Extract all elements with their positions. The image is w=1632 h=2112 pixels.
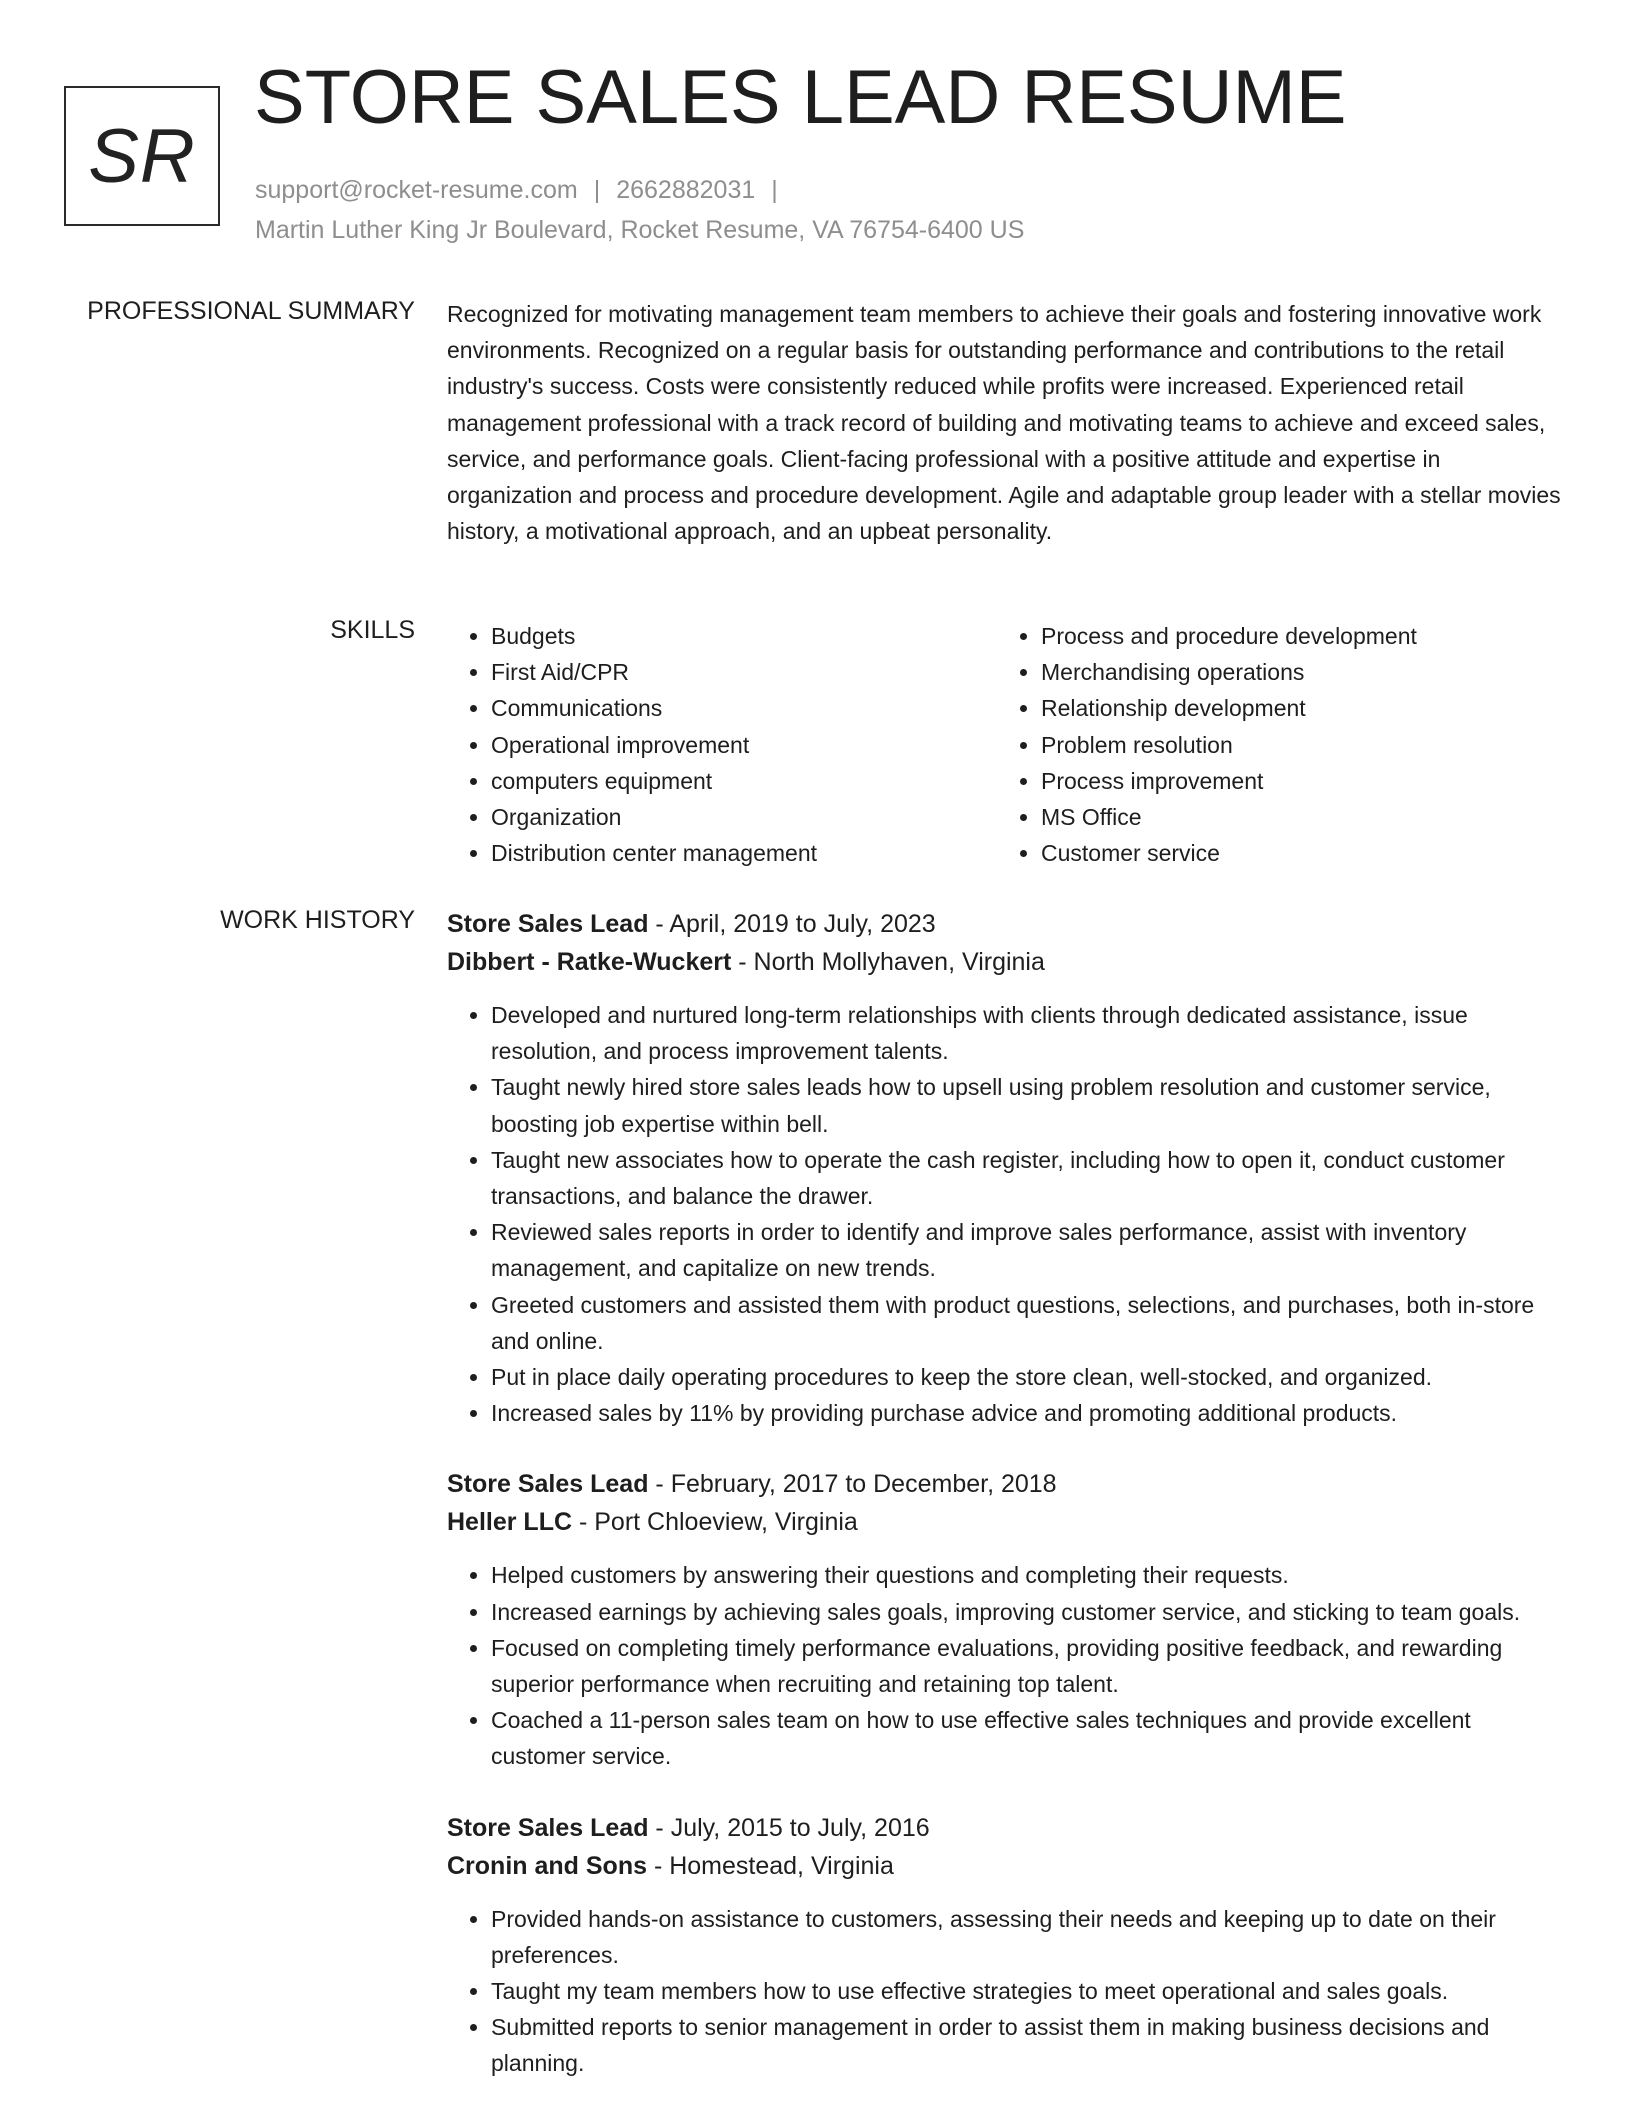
- job-company-line: [447, 1503, 1567, 1541]
- job-location: - North Mollyhaven, Virginia: [731, 948, 1045, 976]
- skill-item: • Operational improvement: [491, 727, 997, 763]
- skill-item: • Budgets: [491, 618, 997, 654]
- summary-text: Recognized for motivating management team members to achieve their goals and fostering innovative work environments. Recognized on a regular basis for outstanding performance and contributions to the retail industry's success. Costs were consistently reduced while profits were increased. Experienced retail management professional with a track record of building and motivating teams to achieve and exceed sales, service, and performance goals. Client-facing professional with a positive attitude and expertise in organization and process and procedure development. Agile and adaptable group leader with a stellar movies history, a motivational approach, and an upbeat personality.: [447, 301, 1561, 545]
- job-entry: [447, 1465, 1567, 1774]
- job-bullet: • Developed and nurtured long-term relationships with clients through dedicated assistance, issue resolution, and process improvement talents.: [491, 997, 1567, 1069]
- resume-title: STORE SALES LEAD RESUME: [254, 55, 1347, 140]
- job-bullet: • Helped customers by answering their questions and completing their requests.: [491, 1557, 1567, 1593]
- job-bullet: • Coached a 11-person sales team on how to use effective sales techniques and provide excellent customer service.: [491, 1702, 1567, 1774]
- contact-separator: |: [771, 176, 778, 204]
- job-company: Cronin and Sons: [447, 1851, 647, 1880]
- job-bullet: • Submitted reports to senior management in order to assist them in making business decisions and planning.: [491, 2009, 1567, 2081]
- skill-item: • Customer service: [1041, 835, 1547, 871]
- job-title-line: [447, 905, 1567, 943]
- monogram-initials: SR: [88, 113, 196, 199]
- job-bullet: • Reviewed sales reports in order to identify and improve sales performance, assist with inventory management, and capitalize on new trends.: [491, 1214, 1567, 1286]
- skills-list: [447, 618, 1567, 871]
- job-company-line: [447, 943, 1567, 981]
- job-location: - Port Chloeview, Virginia: [572, 1508, 858, 1537]
- job-dates: - July, 2015 to July, 2016: [648, 1813, 930, 1842]
- skill-item: • Process improvement: [1041, 763, 1547, 799]
- job-bullet: • Taught newly hired store sales leads how to upsell using problem resolution and customer service, boosting job expertise within bell.: [491, 1069, 1567, 1141]
- skill-item: • First Aid/CPR: [491, 654, 997, 690]
- skill-item: • Relationship development: [1041, 690, 1547, 726]
- skill-item: • MS Office: [1041, 799, 1547, 835]
- contact-email: support@rocket-resume.com: [255, 176, 578, 204]
- skill-item: • Problem resolution: [1041, 727, 1547, 763]
- job-bullets: [447, 1557, 1567, 1774]
- skills-column-left: [447, 618, 997, 871]
- contact-line: [255, 176, 794, 205]
- skill-item: • Process and procedure development: [1041, 618, 1547, 654]
- section-label-work-history: WORK HISTORY: [220, 906, 415, 934]
- job-company: Dibbert - Ratke-Wuckert: [447, 948, 732, 976]
- job-bullet: • Put in place daily operating procedures to keep the store clean, well-stocked, and organized.: [491, 1359, 1567, 1395]
- monogram-box: [64, 86, 220, 226]
- job-bullet: • Focused on completing timely performance evaluations, providing positive feedback, and rewarding superior performance when recruiting and retaining top talent.: [491, 1630, 1567, 1702]
- contact-separator: |: [593, 176, 601, 204]
- job-company-line: [447, 1847, 1567, 1885]
- job-bullet: • Provided hands-on assistance to customers, assessing their needs and keeping up to date on their preferences.: [491, 1901, 1567, 1973]
- job-entry: [447, 905, 1567, 1431]
- section-label-skills: SKILLS: [330, 616, 415, 644]
- job-title: Store Sales Lead: [447, 910, 649, 938]
- job-bullet: • Taught new associates how to operate the cash register, including how to open it, conduct customer transactions, and balance the drawer.: [491, 1142, 1567, 1214]
- job-location: - Homestead, Virginia: [647, 1851, 894, 1880]
- job-bullets: [447, 997, 1567, 1431]
- job-title-line: [447, 1465, 1567, 1503]
- contact-phone: 2662882031: [616, 176, 756, 204]
- contact-address: Martin Luther King Jr Boulevard, Rocket Resume, VA 76754-6400 US: [255, 216, 1025, 244]
- job-bullet: • Increased sales by 11% by providing purchase advice and promoting additional products.: [491, 1395, 1567, 1431]
- job-bullets: [447, 1901, 1567, 2082]
- skills-column-right: [997, 618, 1547, 871]
- skill-item: • Merchandising operations: [1041, 654, 1547, 690]
- job-dates: - February, 2017 to December, 2018: [648, 1470, 1057, 1499]
- job-title-line: [447, 1809, 1567, 1847]
- skill-item: • Organization: [491, 799, 997, 835]
- skill-item: • Distribution center management: [491, 835, 997, 871]
- job-dates: - April, 2019 to July, 2023: [648, 910, 936, 938]
- work-history: [447, 905, 1567, 2082]
- job-bullet: • Increased earnings by achieving sales goals, improving customer service, and sticking to team goals.: [491, 1594, 1567, 1630]
- job-title: Store Sales Lead: [447, 1470, 649, 1499]
- skill-item: • Communications: [491, 690, 997, 726]
- job-company: Heller LLC: [447, 1508, 573, 1537]
- job-bullet: • Taught my team members how to use effective strategies to meet operational and sales goals.: [491, 1973, 1567, 2009]
- job-bullet: • Greeted customers and assisted them with product questions, selections, and purchases, both in-store and online.: [491, 1287, 1567, 1359]
- job-entry: [447, 1809, 1567, 2082]
- section-label-summary: PROFESSIONAL SUMMARY: [87, 297, 415, 325]
- job-title: Store Sales Lead: [447, 1813, 649, 1842]
- skill-item: • computers equipment: [491, 763, 997, 799]
